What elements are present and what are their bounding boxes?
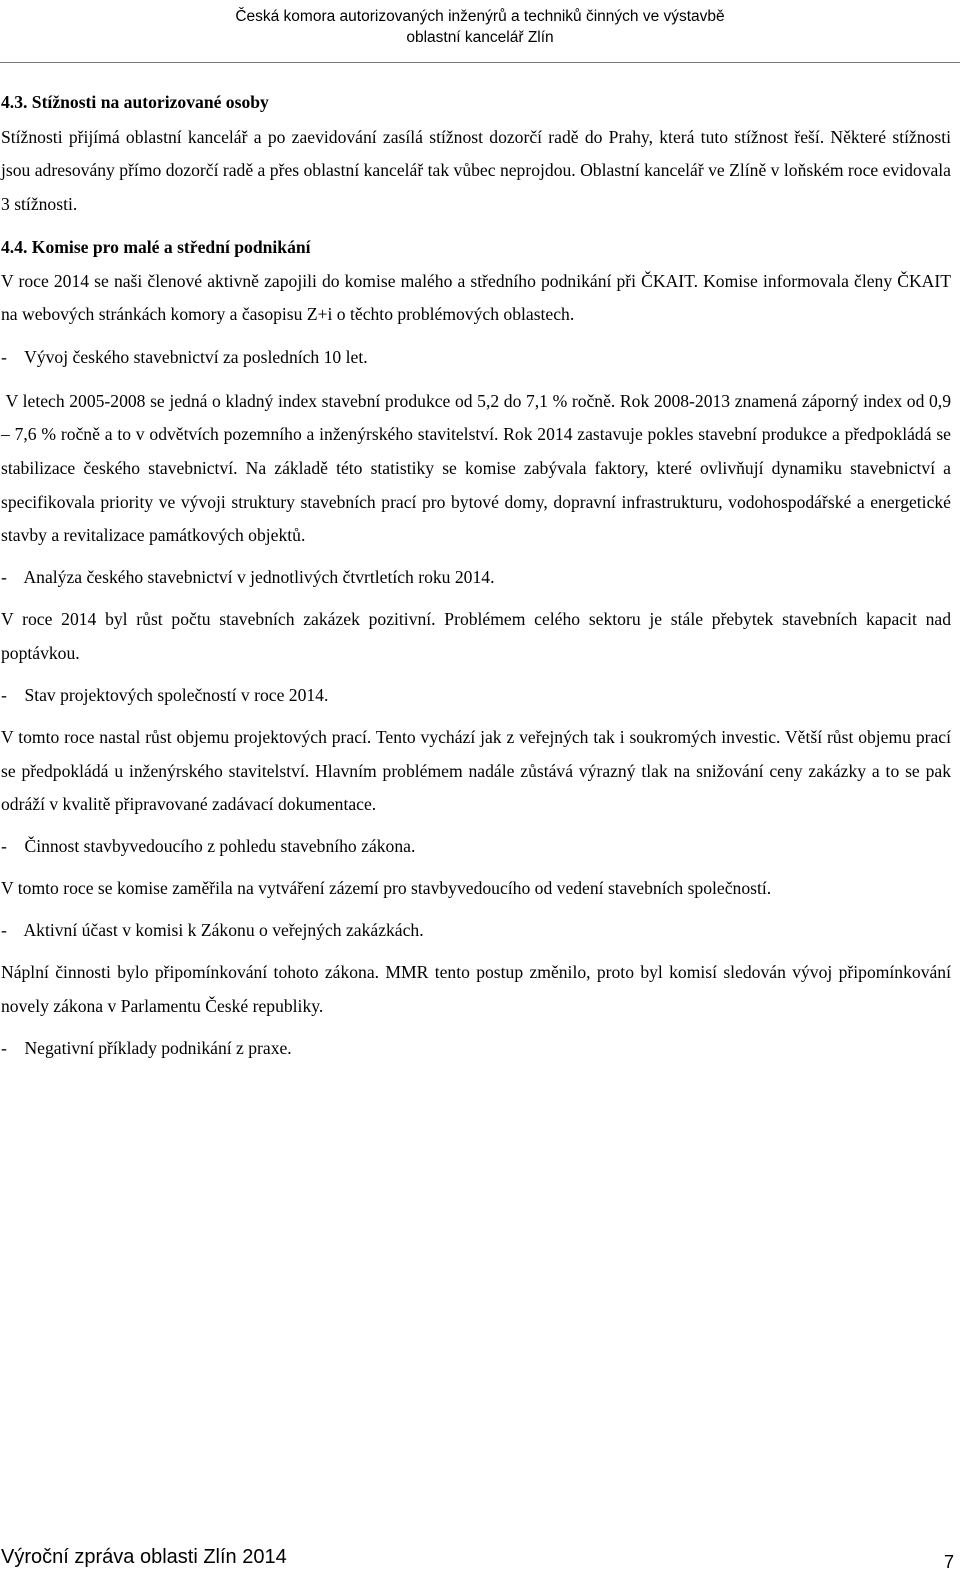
header-organization: Česká komora autorizovaných inženýrů a techniků činných ve výstavbě <box>235 8 725 25</box>
list-item: - Analýza českého stavebnictví v jednotlivých čtvrtletích roku 2014. <box>1 567 495 588</box>
list-item: - Vývoj českého stavebnictví za posledních 10 let. <box>1 346 368 367</box>
section-heading: 4.4. Komise pro malé a střední podnikání <box>1 236 311 257</box>
paragraph: V roce 2014 byl růst počtu stavebních zakázek pozitivní. Problémem celého sektoru je stále přebytek stavebních kapacit nad poptávkou. <box>1 608 951 663</box>
header-divider <box>0 62 960 63</box>
paragraph: Náplní činnosti bylo připomínkování tohoto zákona. MMR tento postup změnilo, proto byl komisí sledován vývoj připomínkování novely zákona v Parlamentu České republiky. <box>1 962 951 1016</box>
document-body <box>1 86 956 1065</box>
paragraph: V tomto roce se komise zaměřila na vytváření zázemí pro stavbyvedoucího od vedení stavebních společností. <box>1 877 772 898</box>
paragraph: Stížnosti přijímá oblastní kancelář a po zaevidování zasílá stížnost dozorčí radě do Prahy, která tuto stížnost řeší. Některé stížnosti jsou adresovány přímo dozorčí radě a přes oblastní kancelář tak vůbec neprojdou. Oblastní kancelář ve Zlíně v loňském roce evidovala 3 stížnosti. <box>1 126 951 215</box>
page-number: 7 <box>943 1552 954 1572</box>
footer-title: Výroční zpráva oblasti Zlín 2014 <box>1 1546 287 1568</box>
page-header <box>0 6 960 48</box>
list-item: - Aktivní účast v komisi k Zákonu o veřejných zakázkách. <box>1 920 424 941</box>
list-item: - Stav projektových společností v roce 2014. <box>1 685 329 706</box>
header-office: oblastní kancelář Zlín <box>406 29 554 46</box>
list-item: - Činnost stavbyvedoucího z pohledu stavebního zákona. <box>1 836 416 857</box>
paragraph: V roce 2014 se naši členové aktivně zapojili do komise malého a středního podnikání při ČKAIT. Komise informovala členy ČKAIT na webových stránkách komory a časopisu Z+i o těchto problémových oblastech. <box>1 270 951 325</box>
list-item: - Negativní příklady podnikání z praxe. <box>1 1037 292 1058</box>
paragraph: V tomto roce nastal růst objemu projektových prací. Tento vychází jak z veřejných tak i soukromých investic. Větší růst objemu prací se předpokládá u inženýrského stavitelství. Hlavním problémem nadále zůstává výrazný tlak na snižování ceny zakázky a to se pak odráží v kvalitě připravované zadávací dokumentace. <box>1 726 951 815</box>
paragraph: V letech 2005-2008 se jedná o kladný index stavební produkce od 5,2 do 7,1 % ročně. Rok 2008-2013 znamená záporný index od 0,9 – 7,6 % ročně a to v odvětvích pozemního a inženýrského stavitelství. Rok 2014 zastavuje pokles stavební produkce a předpokládá se stabilizace českého stavebnictví. Na základě této statistiky se komise zabývala faktory, které ovlivňují dynamiku stavebnictví a specifikovala priority ve vývoji struktury stavebních prací pro bytové domy, dopravní infrastrukturu, vodohospodářské a energetické stavby a revitalizace památkových objektů. <box>1 390 956 546</box>
section-heading: 4.3. Stížnosti na autorizované osoby <box>1 92 269 112</box>
